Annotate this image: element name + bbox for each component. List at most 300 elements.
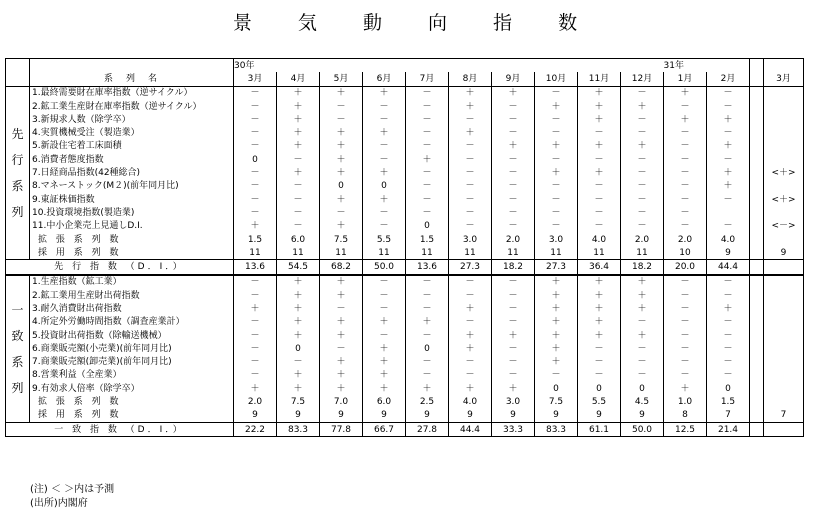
coincident-adopt-row <box>6 409 804 423</box>
leading-value-cell: － <box>535 153 578 166</box>
header-month: 3月 <box>764 72 804 86</box>
leading-value-cell <box>764 153 804 166</box>
coincident-value-cell: ＋ <box>320 289 363 302</box>
coincident-adopt-cell: 9 <box>578 409 621 423</box>
header-month: 6月 <box>363 72 406 86</box>
coincident-value-cell: ＋ <box>320 329 363 342</box>
coincident-value-cell: ＋ <box>578 316 621 329</box>
coincident-value-cell: － <box>492 275 535 289</box>
leading-di-cell: 13.6 <box>406 260 449 275</box>
coincident-value-cell: ＋ <box>535 356 578 369</box>
leading-value-cell: － <box>535 180 578 193</box>
coincident-value-cell: － <box>234 342 277 355</box>
leading-value-cell: ＋ <box>277 126 320 139</box>
leading-value-cell: ＋ <box>707 140 750 153</box>
coincident-value-cell <box>764 356 804 369</box>
leading-value-cell: ＋ <box>277 113 320 126</box>
coincident-di-cell: 77.8 <box>320 423 363 437</box>
coincident-value-cell: ＋ <box>535 289 578 302</box>
leading-value-cell: － <box>664 220 707 233</box>
coincident-di-cell: 22.2 <box>234 423 277 437</box>
leading-value-cell: ＋ <box>363 166 406 179</box>
leading-value-cell: ＋ <box>277 140 320 153</box>
leading-ext-label: 拡 張 系 列 数 <box>30 233 234 246</box>
leading-value-cell: － <box>449 220 492 233</box>
coincident-value-cell: － <box>234 329 277 342</box>
leading-value-cell: － <box>449 206 492 219</box>
leading-di-label: 先 行 指 数 （D．I．） <box>6 260 234 275</box>
leading-value-cell: － <box>621 180 664 193</box>
page-title: 景 気 動 向 指 数 <box>232 12 598 34</box>
leading-value-cell: － <box>621 193 664 206</box>
leading-value-cell: ＋ <box>664 113 707 126</box>
spacer-cell <box>750 395 764 408</box>
coincident-value-cell: － <box>535 369 578 382</box>
leading-adopt-cell: 11 <box>492 246 535 260</box>
leading-value-cell <box>764 86 804 100</box>
leading-value-cell: － <box>492 193 535 206</box>
coincident-value-cell: － <box>664 342 707 355</box>
coincident-value-cell: － <box>621 342 664 355</box>
leading-row <box>6 113 804 126</box>
leading-value-cell: ＋ <box>363 193 406 206</box>
leading-value-cell <box>764 100 804 113</box>
leading-value-cell: － <box>277 180 320 193</box>
coincident-value-cell: 0 <box>535 382 578 395</box>
coincident-value-cell: ＋ <box>621 329 664 342</box>
coincident-label: 2.鉱工業用生産財出荷指数 <box>30 289 234 302</box>
spacer-cell <box>750 59 764 73</box>
coincident-value-cell: ＋ <box>578 289 621 302</box>
leading-value-cell: ＋ <box>707 166 750 179</box>
spacer-cell <box>750 72 764 86</box>
leading-side-char: 系 <box>11 179 24 194</box>
coincident-value-cell: ＋ <box>320 356 363 369</box>
indicator-table <box>5 58 804 437</box>
coincident-value-cell <box>764 289 804 302</box>
leading-value-cell: － <box>621 153 664 166</box>
coincident-value-cell: ＋ <box>277 329 320 342</box>
coincident-ext-row <box>6 395 804 408</box>
coincident-adopt-cell: 8 <box>664 409 707 423</box>
leading-value-cell: － <box>707 86 750 100</box>
leading-value-cell: － <box>449 140 492 153</box>
header-month: 5月 <box>320 72 363 86</box>
coincident-value-cell: － <box>449 289 492 302</box>
leading-adopt-cell: 11 <box>406 246 449 260</box>
leading-value-cell: ＋ <box>707 180 750 193</box>
leading-value-cell: － <box>621 220 664 233</box>
leading-ext-cell: 3.0 <box>449 233 492 246</box>
header-month: 1月 <box>664 72 707 86</box>
leading-row <box>6 166 804 179</box>
leading-row <box>6 153 804 166</box>
coincident-value-cell: ＋ <box>234 302 277 315</box>
coincident-di-cell: 61.1 <box>578 423 621 437</box>
leading-row <box>6 180 804 193</box>
coincident-ext-label: 拡 張 系 列 数 <box>30 395 234 408</box>
spacer-cell <box>750 233 764 246</box>
spacer-cell <box>750 180 764 193</box>
leading-value-cell: － <box>707 193 750 206</box>
leading-value-cell: ＋ <box>449 126 492 139</box>
coincident-value-cell: － <box>406 289 449 302</box>
coincident-adopt-cell: 9 <box>320 409 363 423</box>
leading-ext-cell: 2.0 <box>621 233 664 246</box>
coincident-label: 1.生産指数（鉱工業） <box>30 275 234 289</box>
leading-adopt-cell: 11 <box>578 246 621 260</box>
coincident-di-cell: 83.3 <box>535 423 578 437</box>
coincident-row <box>6 275 804 289</box>
leading-value-cell: ＋ <box>578 113 621 126</box>
leading-value-cell: － <box>492 206 535 219</box>
header-year-cell <box>707 59 750 73</box>
header-month: 10月 <box>535 72 578 86</box>
leading-value-cell: － <box>406 100 449 113</box>
leading-value-cell: － <box>707 100 750 113</box>
note-source: (出所)内閣府 <box>30 498 88 509</box>
coincident-value-cell: － <box>449 316 492 329</box>
leading-value-cell: <＋> <box>764 166 804 179</box>
coincident-value-cell: － <box>234 316 277 329</box>
coincident-value-cell: － <box>234 289 277 302</box>
leading-adopt-cell: 11 <box>621 246 664 260</box>
leading-value-cell: ＋ <box>535 100 578 113</box>
coincident-adopt-cell: 7 <box>707 409 750 423</box>
coincident-value-cell: － <box>621 316 664 329</box>
spacer-cell <box>750 369 764 382</box>
spacer-cell <box>750 100 764 113</box>
coincident-value-cell <box>764 342 804 355</box>
coincident-di-cell: 27.8 <box>406 423 449 437</box>
coincident-value-cell: 0 <box>621 382 664 395</box>
coincident-ext-cell: 2.5 <box>406 395 449 408</box>
leading-value-cell <box>764 113 804 126</box>
spacer-cell <box>750 423 764 437</box>
leading-value-cell: ＋ <box>320 140 363 153</box>
coincident-value-cell: ＋ <box>621 302 664 315</box>
coincident-ext-cell: 5.5 <box>578 395 621 408</box>
coincident-ext-cell: 7.5 <box>535 395 578 408</box>
leading-ext-cell: 7.5 <box>320 233 363 246</box>
header-year-cell: 31年 <box>664 59 707 73</box>
leading-row <box>6 100 804 113</box>
leading-value-cell: ＋ <box>535 140 578 153</box>
spacer-cell <box>750 246 764 260</box>
coincident-value-cell: ＋ <box>277 316 320 329</box>
coincident-value-cell: ＋ <box>578 302 621 315</box>
spacer-cell <box>750 316 764 329</box>
header-year-cell <box>535 59 578 73</box>
coincident-row <box>6 369 804 382</box>
leading-ext-cell: 5.5 <box>363 233 406 246</box>
coincident-di-label: 一 致 指 数 （D．I．） <box>6 423 234 437</box>
coincident-value-cell: ＋ <box>578 329 621 342</box>
leading-di-cell: 50.0 <box>363 260 406 275</box>
coincident-row <box>6 302 804 315</box>
header-year-cell <box>578 59 621 73</box>
leading-value-cell: 0 <box>406 220 449 233</box>
header-year-cell <box>277 59 320 73</box>
leading-value-cell <box>764 206 804 219</box>
coincident-value-cell: － <box>363 302 406 315</box>
leading-value-cell: ＋ <box>578 140 621 153</box>
leading-value-cell: ＋ <box>406 153 449 166</box>
spacer-cell <box>750 342 764 355</box>
header-series-blank <box>30 59 234 73</box>
coincident-value-cell: ＋ <box>707 302 750 315</box>
coincident-ext-cell: 3.0 <box>492 395 535 408</box>
note-forecast: (注) ＜ ＞内は予測 <box>30 484 115 495</box>
coincident-value-cell: ＋ <box>535 302 578 315</box>
leading-value-cell: － <box>535 86 578 100</box>
coincident-value-cell: ＋ <box>277 382 320 395</box>
leading-di-cell: 18.2 <box>621 260 664 275</box>
coincident-value-cell: － <box>234 356 277 369</box>
coincident-value-cell: － <box>621 369 664 382</box>
spacer-cell <box>750 153 764 166</box>
leading-value-cell: － <box>707 220 750 233</box>
coincident-value-cell: ＋ <box>535 342 578 355</box>
coincident-label: 4.所定外労働時間指数（調査産業計） <box>30 316 234 329</box>
spacer-cell <box>750 126 764 139</box>
leading-value-cell <box>707 206 750 219</box>
coincident-value-cell: － <box>449 369 492 382</box>
leading-di-cell: 44.4 <box>707 260 750 275</box>
leading-value-cell: － <box>621 206 664 219</box>
header-year-cell <box>320 59 363 73</box>
leading-value-cell: 0 <box>234 153 277 166</box>
header-corner <box>6 59 30 73</box>
header-year-cell <box>449 59 492 73</box>
coincident-label: 8.営業利益（全産業） <box>30 369 234 382</box>
header-year-cell <box>492 59 535 73</box>
coincident-side-label <box>6 275 30 423</box>
leading-value-cell: ＋ <box>578 100 621 113</box>
leading-value-cell: － <box>492 220 535 233</box>
leading-value-cell: － <box>234 193 277 206</box>
leading-value-cell: － <box>578 126 621 139</box>
header-month: 12月 <box>621 72 664 86</box>
spacer-cell <box>750 382 764 395</box>
coincident-value-cell: － <box>363 289 406 302</box>
leading-value-cell: － <box>492 126 535 139</box>
coincident-value-cell: ＋ <box>277 302 320 315</box>
spacer-cell <box>750 86 764 100</box>
coincident-value-cell: － <box>363 329 406 342</box>
spacer-cell <box>750 140 764 153</box>
leading-value-cell: － <box>277 153 320 166</box>
coincident-value-cell: ＋ <box>363 342 406 355</box>
leading-ext-row <box>6 233 804 246</box>
coincident-value-cell: － <box>234 369 277 382</box>
leading-value-cell: － <box>277 220 320 233</box>
coincident-label: 5.投資財出荷指数（除輸送機械） <box>30 329 234 342</box>
leading-value-cell: － <box>363 113 406 126</box>
leading-value-cell: ＋ <box>664 86 707 100</box>
coincident-value-cell: － <box>578 369 621 382</box>
leading-value-cell: － <box>492 180 535 193</box>
leading-adopt-cell: 11 <box>277 246 320 260</box>
spacer-cell <box>750 220 764 233</box>
coincident-ext-cell: 1.0 <box>664 395 707 408</box>
leading-di-cell: 20.0 <box>664 260 707 275</box>
leading-di-cell <box>764 260 804 275</box>
leading-value-cell: － <box>664 180 707 193</box>
coincident-value-cell: ＋ <box>363 382 406 395</box>
leading-ext-cell: 2.0 <box>492 233 535 246</box>
leading-adopt-cell: 11 <box>363 246 406 260</box>
leading-value-cell: ＋ <box>578 166 621 179</box>
coincident-row <box>6 382 804 395</box>
coincident-value-cell: － <box>492 316 535 329</box>
leading-value-cell: － <box>320 206 363 219</box>
leading-value-cell: － <box>406 113 449 126</box>
leading-value-cell <box>764 180 804 193</box>
coincident-value-cell: － <box>664 289 707 302</box>
coincident-value-cell: － <box>406 275 449 289</box>
leading-value-cell: ＋ <box>363 126 406 139</box>
coincident-value-cell: － <box>664 302 707 315</box>
coincident-ext-cell: 4.5 <box>621 395 664 408</box>
coincident-value-cell: ＋ <box>578 275 621 289</box>
leading-row <box>6 206 804 219</box>
coincident-value-cell <box>764 329 804 342</box>
leading-adopt-cell: 9 <box>707 246 750 260</box>
leading-row <box>6 193 804 206</box>
leading-value-cell: － <box>578 206 621 219</box>
leading-value-cell: ＋ <box>621 140 664 153</box>
coincident-label: 3.耐久消費財出荷指数 <box>30 302 234 315</box>
leading-value-cell: － <box>234 86 277 100</box>
leading-value-cell: － <box>320 100 363 113</box>
coincident-value-cell: － <box>621 356 664 369</box>
header-series-name: 系 列 名 <box>30 72 234 86</box>
coincident-value-cell: ＋ <box>492 329 535 342</box>
coincident-value-cell: － <box>664 356 707 369</box>
coincident-ext-cell: 6.0 <box>363 395 406 408</box>
leading-adopt-label: 採 用 系 列 数 <box>30 246 234 260</box>
coincident-value-cell: － <box>234 275 277 289</box>
coincident-di-cell <box>764 423 804 437</box>
leading-value-cell: － <box>535 113 578 126</box>
coincident-value-cell: － <box>707 342 750 355</box>
leading-value-cell: － <box>234 140 277 153</box>
leading-adopt-cell: 9 <box>764 246 804 260</box>
spacer-cell <box>750 113 764 126</box>
leading-ext-cell: 3.0 <box>535 233 578 246</box>
coincident-di-cell: 12.5 <box>664 423 707 437</box>
coincident-value-cell: － <box>707 329 750 342</box>
coincident-value-cell <box>764 316 804 329</box>
coincident-value-cell: 0 <box>277 342 320 355</box>
leading-row <box>6 86 804 100</box>
coincident-ext-cell: 7.0 <box>320 395 363 408</box>
leading-label: 7.日経商品指数(42種総合) <box>30 166 234 179</box>
leading-value-cell: － <box>363 206 406 219</box>
coincident-value-cell: ＋ <box>449 382 492 395</box>
leading-ext-cell <box>764 233 804 246</box>
coincident-label: 6.商業販売額(小売業)(前年同月比) <box>30 342 234 355</box>
coincident-ext-cell: 7.5 <box>277 395 320 408</box>
leading-label: 11.中小企業売上見通しD.I. <box>30 220 234 233</box>
coincident-value-cell: － <box>664 369 707 382</box>
coincident-di-cell: 21.4 <box>707 423 750 437</box>
coincident-value-cell: ＋ <box>320 316 363 329</box>
coincident-di-row <box>6 423 804 437</box>
leading-value-cell: － <box>621 113 664 126</box>
coincident-value-cell: ＋ <box>535 316 578 329</box>
coincident-side-char: 列 <box>11 380 24 395</box>
coincident-value-cell: － <box>449 356 492 369</box>
coincident-value-cell: ＋ <box>363 369 406 382</box>
leading-di-cell: 27.3 <box>535 260 578 275</box>
coincident-row <box>6 329 804 342</box>
coincident-value-cell: ＋ <box>277 369 320 382</box>
coincident-value-cell: － <box>492 369 535 382</box>
coincident-value-cell: ＋ <box>406 316 449 329</box>
leading-value-cell: － <box>664 166 707 179</box>
coincident-value-cell: ＋ <box>492 382 535 395</box>
leading-value-cell: － <box>664 140 707 153</box>
coincident-adopt-cell: 7 <box>764 409 804 423</box>
spacer-cell <box>750 409 764 423</box>
coincident-di-cell: 44.4 <box>449 423 492 437</box>
coincident-adopt-cell: 9 <box>363 409 406 423</box>
coincident-ext-cell: 1.5 <box>707 395 750 408</box>
coincident-value-cell: － <box>406 356 449 369</box>
leading-value-cell: － <box>406 193 449 206</box>
leading-side-char: 先 <box>11 127 24 142</box>
leading-value-cell: ＋ <box>320 126 363 139</box>
leading-value-cell: － <box>664 193 707 206</box>
leading-value-cell: － <box>578 180 621 193</box>
header-month: 3月 <box>234 72 277 86</box>
header-month: 8月 <box>449 72 492 86</box>
leading-ext-cell: 2.0 <box>664 233 707 246</box>
leading-di-cell: 68.2 <box>320 260 363 275</box>
leading-value-cell: <＋> <box>764 193 804 206</box>
coincident-value-cell: － <box>449 275 492 289</box>
header-corner <box>6 72 30 86</box>
leading-side-char: 行 <box>11 153 24 168</box>
coincident-row <box>6 289 804 302</box>
leading-value-cell: － <box>707 126 750 139</box>
leading-value-cell: <－> <box>764 220 804 233</box>
header-year-cell <box>764 59 804 73</box>
leading-value-cell: ＋ <box>492 140 535 153</box>
coincident-value-cell <box>764 302 804 315</box>
leading-value-cell: － <box>535 220 578 233</box>
leading-value-cell: － <box>492 113 535 126</box>
header-month: 4月 <box>277 72 320 86</box>
header-year-cell <box>406 59 449 73</box>
leading-value-cell: ＋ <box>449 86 492 100</box>
coincident-side-char: 致 <box>11 328 24 343</box>
spacer-cell <box>750 302 764 315</box>
header-month: 2月 <box>707 72 750 86</box>
leading-value-cell: ＋ <box>320 153 363 166</box>
coincident-di-cell: 33.3 <box>492 423 535 437</box>
coincident-value-cell: － <box>707 369 750 382</box>
coincident-value-cell: － <box>363 275 406 289</box>
leading-ext-cell: 1.5 <box>234 233 277 246</box>
leading-value-cell: － <box>406 126 449 139</box>
leading-ext-cell: 4.0 <box>578 233 621 246</box>
spacer-cell <box>750 193 764 206</box>
leading-value-cell: ＋ <box>320 220 363 233</box>
coincident-value-cell: ＋ <box>664 382 707 395</box>
